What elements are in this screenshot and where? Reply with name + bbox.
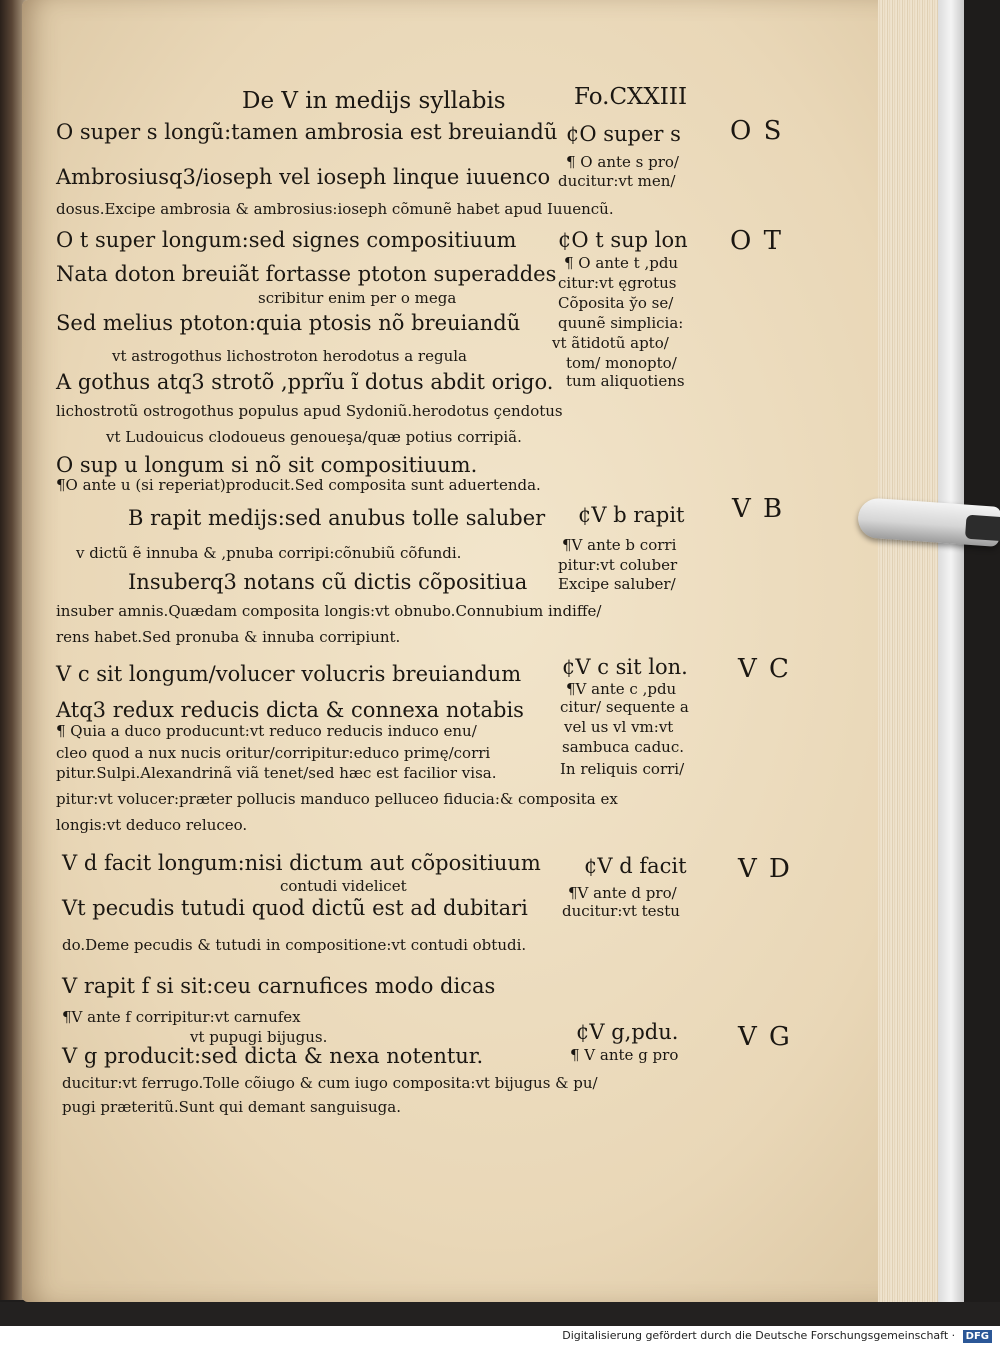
margin-note: ¶V ante b corri [562,536,677,554]
text-line: O sup u longum si nõ sit compositiuum. [56,453,478,477]
section-letters: O T [730,226,783,256]
margin-note: pitur:vt coluber [558,556,678,574]
text-line: lichostrotũ ostrogothus populus apud Sydoniũ.herodotus çendotus [56,402,563,420]
text-line: longis:vt deduco reluceo. [56,816,248,834]
margin-note: Cõposita y̆o se/ [558,294,674,312]
margin-note: ¶V ante d pro/ [568,884,677,902]
margin-note: ¶ O ante s pro/ [566,153,679,171]
margin-note: ¢V b rapit [578,503,685,527]
margin-note: ¢V c sit lon. [562,655,688,679]
text-line: V d facit longum:nisi dictum aut cõpositiuum [62,851,541,875]
margin-note: Excipe saluber/ [558,575,676,593]
text-line: O super s longũ:tamen ambrosia est breuiandũ [56,120,558,144]
margin-note: ¢V g,pdu. [576,1020,679,1044]
margin-note: vel us vl vm:vt [564,718,674,736]
text-line: pugi præteritũ.Sunt qui demant sanguisuga. [62,1098,401,1116]
text-line: A gothus atq3 strotõ ,pprĩu ĩ dotus abdit origo. [56,370,554,394]
text-line: pitur.Sulpi.Alexandrinã viã tenet/sed hæc est facilior visa. [56,764,497,782]
text-line: v dictũ ẽ innuba & ,pnuba corripi:cõnubiũ cõfundi. [76,544,462,562]
scan-bottom-band [0,1302,1000,1326]
text-line: Sed melius ptoton:quia ptosis nõ breuiandũ [56,311,521,335]
margin-note: ¶ O ante t ,pdu [564,254,679,272]
margin-note: quunẽ simplicia: [558,314,684,332]
text-line: pitur:vt volucer:præter pollucis manduco pelluceo fiducia:& composita ex [56,790,618,808]
margin-note: ¶ V ante g pro [570,1046,679,1064]
margin-note: ducitur:vt men/ [558,172,676,190]
text-line: Atq3 redux reducis dicta & connexa notabis [56,698,524,722]
text-line: V c sit longum/volucer volucris breuiandum [56,662,522,686]
text-line: dosus.Excipe ambrosia & ambrosius:ioseph cõmunẽ habet apud Iuuencũ. [56,200,614,218]
text-line: ¶V ante f corripitur:vt carnufex [62,1008,301,1026]
margin-note: citur/ sequente a [560,698,689,716]
margin-note: In reliquis corri/ [560,760,685,778]
section-letters: V G [738,1022,792,1052]
text-line: scribitur enim per o mega [258,289,457,307]
book-cover-edge [938,0,964,1302]
margin-note: ¢O t sup lon [558,228,688,252]
footer-credit: Digitalisierung gefördert durch die Deutsche Forschungsgemeinschaft [562,1329,949,1342]
text-line: rens habet.Sed pronuba & innuba corripiunt. [56,628,401,646]
text-line: V rapit f si sit:ceu carnufices modo dicas [62,974,496,998]
text-line: Insuberq3 notans cũ dictis cõpositiua [128,570,528,594]
running-title: De V in medijs syllabis [242,88,506,114]
footer-bar: Digitalisierung gefördert durch die Deutsche Forschungsgemeinschaft · DFG [0,1326,1000,1346]
text-line: ¶ Quia a duco producunt:vt reduco reducis induco enu/ [56,722,477,740]
text-line: Vt pecudis tutudi quod dictũ est ad dubitari [62,896,528,920]
text-line: contudi videlicet [280,877,407,895]
text-line: cleo quod a nux nucis oritur/corripitur:educo primę/corri [56,744,491,762]
text-line: Nata doton breuiãt fortasse ptoton superaddes [56,262,557,286]
margin-note: ¢O super s [566,122,681,146]
text-line: O t super longum:sed signes compositiuum [56,228,517,252]
section-letters: V D [738,854,792,884]
margin-note: tum aliquotiens [566,372,685,390]
margin-note: sambuca caduc. [562,738,685,756]
text-line: ¶O ante u (si reperiat)producit.Sed composita sunt aduertenda. [56,476,541,494]
folio-number: Fo.CXXIII [574,84,688,110]
margin-note: ducitur:vt testu [562,902,680,920]
text-line: insuber amnis.Quædam composita longis:vt obnubo.Connubium indiffe/ [56,602,602,620]
section-letters: O S [730,116,784,146]
text-line: vt pupugi bijugus. [190,1028,328,1046]
text-line: Ambrosiusq3/ioseph vel ioseph linque iuuenco [56,165,551,189]
text-line: ducitur:vt ferrugo.Tolle cõiugo & cum iugo composita:vt bijugus & pu/ [62,1074,598,1092]
section-letters: V B [732,494,785,524]
margin-note: tom/ monopto/ [566,354,677,372]
text-line: vt Ludouicus clodoueus genoueşa/quæ potius corripiã. [106,428,522,446]
text-line: vt astrogothus lichostroton herodotus a regula [112,347,467,365]
margin-note: ¶V ante c ,pdu [566,680,677,698]
text-line: V g producit:sed dicta & nexa notentur. [62,1044,484,1068]
margin-note: ¢V d facit [584,854,687,878]
text-line: do.Deme pecudis & tutudi in compositione:vt contudi obtudi. [62,936,527,954]
section-letters: V C [738,654,791,684]
page-stack-edge [878,0,942,1302]
margin-note: vt ãtidotũ apto/ [552,334,669,352]
margin-note: citur:vt ęgrotus [558,274,677,292]
text-line: B rapit medijs:sed anubus tolle saluber [128,506,546,530]
dfg-logo: DFG [963,1330,992,1343]
